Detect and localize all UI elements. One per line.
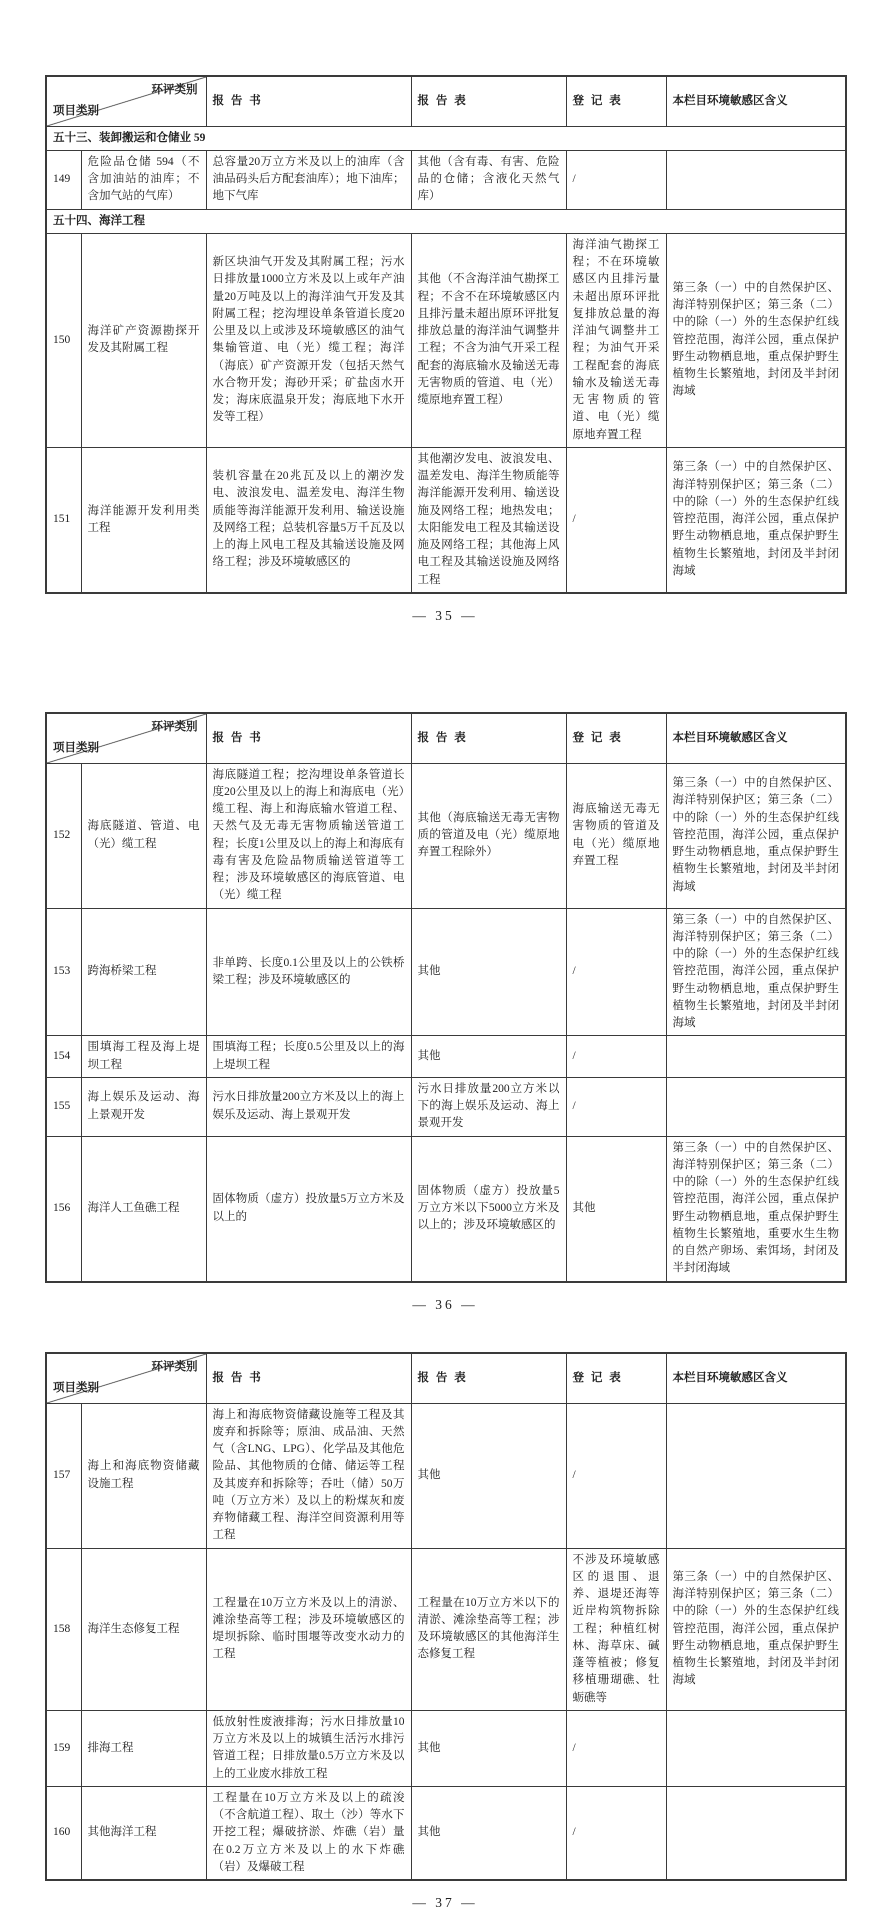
section-title: 五十四、海洋工程 [46,209,846,233]
sensitive-area-meaning-cell: 第三条（一）中的自然保护区、海洋特别保护区；第三条（二）中的除（一）外的生态保护红线管控范围，海洋公园，重点保护野生动物栖息地，重点保护野生植物生长繁殖地，封闭及半封闭海域 [666,908,846,1036]
sensitive-area-meaning-cell [666,150,846,209]
row-number: 151 [46,447,81,593]
eia-category-table-page-36 [45,712,847,1283]
report-form-cell: 其他（含有毒、有害、危险品的仓储；含液化天然气库） [411,150,566,209]
table-row [46,1136,846,1282]
report-book-cell: 海上和海底物资储藏设施等工程及其废弃和拆除等；原油、成品油、天然气（含LNG、LPG）、化学品及其他危险品、其他物质的仓储、储运等工程及其废弃和拆除等；吞吐（储）50万吨（万立方米）及以上的粉煤灰和废弃物储藏工程、海洋空间资源利用等工程 [206,1403,411,1548]
registration-form-cell: / [566,1786,666,1880]
project-category-cell: 海洋生态修复工程 [81,1548,206,1710]
table-row [46,1036,846,1078]
row-number: 153 [46,908,81,1036]
table-body [46,126,846,593]
table-row [46,763,846,908]
table-body [46,763,846,1282]
row-number: 154 [46,1036,81,1078]
header-project-category-label: 项目类别 [53,742,99,755]
report-book-cell: 新区块油气开发及其附属工程；污水日排放量1000立方米及以上或年产油量20万吨及以上的海洋油气开发及其附属工程；挖沟埋设单条管道长度20公里及以上或涉及环境敏感区的油气集输管道、电（光）缆工程；海洋（海底）矿产资源开发（包括天然气水合物开发；海砂开采；矿盐卤水开发；海床底温泉开发；海底地下水开发等工程） [206,233,411,447]
registration-form-cell: / [566,1403,666,1548]
table-header [46,76,846,126]
table-row [46,150,846,209]
table-block-page-35 [45,75,847,624]
project-category-cell: 其他海洋工程 [81,1786,206,1880]
sensitive-area-meaning-cell [666,1036,846,1078]
section-row [46,209,846,233]
diagonal-header-cell [46,76,206,126]
page-number: — 36 — [412,1296,478,1312]
header-sensitive-area-meaning: 本栏目环境敏感区含义 [666,1353,846,1403]
project-category-cell: 危险品仓储 594（不含加油站的油库；不含加气站的气库） [81,150,206,209]
sensitive-area-meaning-cell [666,1077,846,1136]
header-report-book: 报 告 书 [206,76,411,126]
report-book-cell: 污水日排放量200立方米及以上的海上娱乐及运动、海上景观开发 [206,1077,411,1136]
registration-form-cell: 其他 [566,1136,666,1282]
row-number: 159 [46,1710,81,1786]
project-category-cell: 海底隧道、管道、电（光）缆工程 [81,763,206,908]
section-title: 五十三、装卸搬运和仓储业 59 [46,126,846,150]
project-category-cell: 海洋能源开发利用类工程 [81,447,206,593]
header-project-category-label: 项目类别 [53,1382,99,1395]
page-number: — 35 — [412,607,478,623]
header-eia-category-label: 环评类别 [151,721,198,733]
report-form-cell: 其他（海底输送无毒无害物质的管道及电（光）缆原地弃置工程除外） [411,763,566,908]
header-registration-form: 登 记 表 [566,713,666,763]
sensitive-area-meaning-cell: 第三条（一）中的自然保护区、海洋特别保护区；第三条（二）中的除（一）外的生态保护红线管控范围，海洋公园，重点保护野生动物栖息地，重点保护野生植物生长繁殖地，封闭及半封闭海域 [666,763,846,908]
header-report-book: 报 告 书 [206,713,411,763]
header-project-category-label: 项目类别 [53,105,99,118]
report-book-cell: 工程量在10万立方米及以上的清淤、滩涂垫高等工程；涉及环境敏感区的堤坝拆除、临时围堰等改变水动力的工程 [206,1548,411,1710]
table-header [46,713,846,763]
report-book-cell: 装机容量在20兆瓦及以上的潮汐发电、波浪发电、温差发电、海洋生物质能等海洋能源开发利用、输送设施及网络工程；总装机容量5万千瓦及以上的海上风电工程及其输送设施及网络工程；涉及环境敏感区的 [206,447,411,593]
header-registration-form: 登 记 表 [566,76,666,126]
project-category-cell: 排海工程 [81,1710,206,1786]
header-report-form: 报 告 表 [411,1353,566,1403]
header-row [46,713,846,763]
diagonal-header-cell [46,1353,206,1403]
report-form-cell: 其他 [411,1036,566,1078]
report-form-cell: 其他 [411,908,566,1036]
report-form-cell: 工程量在10万立方米以下的清淤、滩涂垫高等工程；涉及环境敏感区的其他海洋生态修复工程 [411,1548,566,1710]
report-form-cell: 其他（不含海洋油气勘探工程；不含不在环境敏感区内且排污量未超出原环评批复排放总量的海洋油气调整井工程；不含为油气开采工程配套的海底输水及输送无毒无害物质的管道、电（光）缆原地弃置工程） [411,233,566,447]
report-book-cell: 工程量在10万立方米及以上的疏浚（不含航道工程）、取土（沙）等水下开挖工程；爆破挤淤、炸礁（岩）量在0.2万立方米及以上的水下炸礁（岩）及爆破工程 [206,1786,411,1880]
header-eia-category-label: 环评类别 [151,1361,198,1373]
report-form-cell: 其他 [411,1403,566,1548]
registration-form-cell: 海底输送无毒无害物质的管道及电（光）缆原地弃置工程 [566,763,666,908]
header-row [46,76,846,126]
project-category-cell: 跨海桥梁工程 [81,908,206,1036]
table-row [46,1077,846,1136]
sensitive-area-meaning-cell [666,1710,846,1786]
eia-category-table-page-37 [45,1352,847,1881]
registration-form-cell: / [566,447,666,593]
report-form-cell: 其他潮汐发电、波浪发电、温差发电、海洋生物质能等海洋能源开发利用、输送设施及网络工程；地热发电；太阳能发电工程及其输送设施及网络工程；其他海上风电工程及其输送设施及网络工程 [411,447,566,593]
table-row [46,1403,846,1548]
section-row [46,126,846,150]
row-number: 158 [46,1548,81,1710]
table-body [46,1403,846,1880]
table-row [46,1786,846,1880]
registration-form-cell: 海洋油气勘探工程；不在环境敏感区内且排污量未超出原环评批复排放总量的海洋油气调整井工程；为油气开采工程配套的海底输水及输送无毒无害物质的管道、电（光）缆原地弃置工程 [566,233,666,447]
table-row [46,233,846,447]
sensitive-area-meaning-cell: 第三条（一）中的自然保护区、海洋特别保护区；第三条（二）中的除（一）外的生态保护红线管控范围，海洋公园，重点保护野生动物栖息地，重点保护野生植物生长繁殖地，封闭及半封闭海域 [666,447,846,593]
project-category-cell: 海洋矿产资源勘探开发及其附属工程 [81,233,206,447]
header-sensitive-area-meaning: 本栏目环境敏感区含义 [666,713,846,763]
report-book-cell: 固体物质（虚方）投放量5万立方米及以上的 [206,1136,411,1282]
registration-form-cell: 不涉及环境敏感区的退围、退养、退堤还海等近岸构筑物拆除工程；种植红树林、海草床、碱蓬等植被；修复移植珊瑚礁、牡蛎礁等 [566,1548,666,1710]
row-number: 157 [46,1403,81,1548]
table-row [46,908,846,1036]
row-number: 149 [46,150,81,209]
registration-form-cell: / [566,150,666,209]
header-report-form: 报 告 表 [411,76,566,126]
header-row [46,1353,846,1403]
row-number: 155 [46,1077,81,1136]
table-row [46,447,846,593]
sensitive-area-meaning-cell: 第三条（一）中的自然保护区、海洋特别保护区；第三条（二）中的除（一）外的生态保护红线管控范围，海洋公园，重点保护野生动物栖息地，重点保护野生植物生长繁殖地，封闭及半封闭海域 [666,1548,846,1710]
table-header [46,1353,846,1403]
page-number: — 37 — [412,1895,478,1910]
row-number: 156 [46,1136,81,1282]
report-form-cell: 污水日排放量200立方米以下的海上娱乐及运动、海上景观开发 [411,1077,566,1136]
sensitive-area-meaning-cell [666,1786,846,1880]
project-category-cell: 围填海工程及海上堤坝工程 [81,1036,206,1078]
registration-form-cell: / [566,1710,666,1786]
report-book-cell: 总容量20万立方米及以上的油库（含油品码头后方配套油库）；地下油库；地下气库 [206,150,411,209]
sensitive-area-meaning-cell: 第三条（一）中的自然保护区、海洋特别保护区；第三条（二）中的除（一）外的生态保护红线管控范围，海洋公园，重点保护野生动物栖息地，重点保护野生植物生长繁殖地，封闭及半封闭海域 [666,233,846,447]
report-form-cell: 固体物质（虚方）投放量5万立方米以下5000立方米及以上的；涉及环境敏感区的 [411,1136,566,1282]
project-category-cell: 海上和海底物资储藏设施工程 [81,1403,206,1548]
project-category-cell: 海洋人工鱼礁工程 [81,1136,206,1282]
row-number: 160 [46,1786,81,1880]
registration-form-cell: / [566,908,666,1036]
header-eia-category-label: 环评类别 [151,84,198,96]
report-book-cell: 围填海工程；长度0.5公里及以上的海上堤坝工程 [206,1036,411,1078]
report-book-cell: 非单跨、长度0.1公里及以上的公铁桥梁工程；涉及环境敏感区的 [206,908,411,1036]
eia-category-table-page-35 [45,75,847,594]
table-block-page-37 [45,1352,847,1911]
header-report-form: 报 告 表 [411,713,566,763]
report-form-cell: 其他 [411,1786,566,1880]
row-number: 152 [46,763,81,908]
report-form-cell: 其他 [411,1710,566,1786]
report-book-cell: 海底隧道工程；挖沟埋设单条管道长度20公里及以上的海上和海底电（光）缆工程、海上和海底输水管道工程、天然气及无毒无害物质输送管道工程；长度1公里及以上的海上和海底有毒有害及危险品物质输送管道等工程；涉及环境敏感区的海底管道、电（光）缆工程 [206,763,411,908]
table-row [46,1710,846,1786]
report-book-cell: 低放射性废液排海；污水日排放量10万立方米及以上的城镇生活污水排污管道工程；日排放量0.5万立方米及以上的工业废水排放工程 [206,1710,411,1786]
row-number: 150 [46,233,81,447]
sensitive-area-meaning-cell: 第三条（一）中的自然保护区、海洋特别保护区；第三条（二）中的除（一）外的生态保护红线管控范围，海洋公园，重点保护野生动物栖息地，重点保护野生植物生长繁殖地，重要水生生物的自然产卵场、索饵场，封闭及半封闭海域 [666,1136,846,1282]
project-category-cell: 海上娱乐及运动、海上景观开发 [81,1077,206,1136]
sensitive-area-meaning-cell [666,1403,846,1548]
header-report-book: 报 告 书 [206,1353,411,1403]
table-block-page-36 [45,712,847,1313]
registration-form-cell: / [566,1036,666,1078]
diagonal-header-cell [46,713,206,763]
header-registration-form: 登 记 表 [566,1353,666,1403]
header-sensitive-area-meaning: 本栏目环境敏感区含义 [666,76,846,126]
table-row [46,1548,846,1710]
registration-form-cell: / [566,1077,666,1136]
